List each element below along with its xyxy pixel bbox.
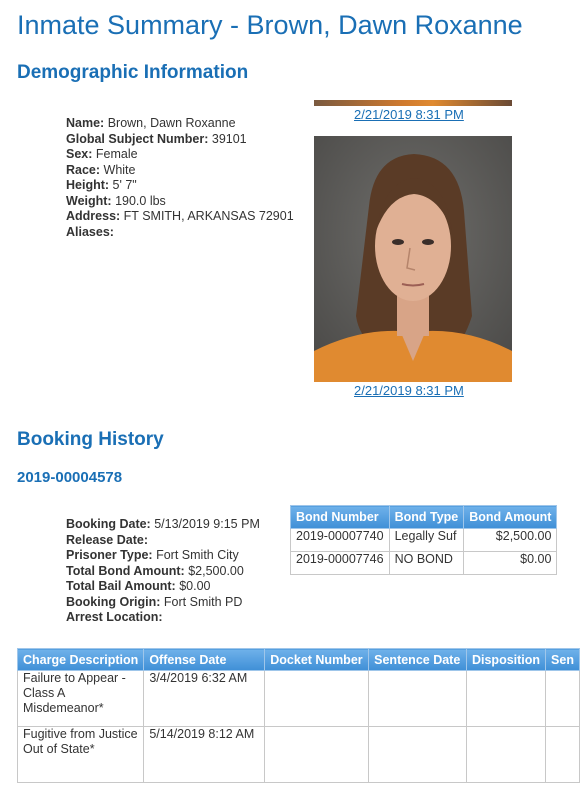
bond-number-cell: 2019-00007740 xyxy=(291,529,390,552)
bond-header-row xyxy=(291,506,557,529)
bond-number-cell: 2019-00007746 xyxy=(291,552,390,575)
sentence-cell xyxy=(546,727,580,783)
offense-date-header[interactable]: Offense Date xyxy=(144,649,265,671)
field-address: Address: FT SMITH, ARKANSAS 72901 xyxy=(66,209,294,223)
bond-number-header[interactable]: Bond Number xyxy=(291,506,390,529)
bond-amount-header[interactable]: Bond Amount xyxy=(464,506,557,529)
booking-history-heading: Booking History xyxy=(17,429,164,450)
disposition-cell xyxy=(466,727,545,783)
docket-number-cell xyxy=(265,727,369,783)
field-global-subject-number: Global Subject Number: 39101 xyxy=(66,131,247,146)
field-prisoner-type: Prisoner Type: Fort Smith City xyxy=(66,548,239,562)
table-row xyxy=(18,671,580,727)
bond-type-cell: NO BOND xyxy=(389,552,464,575)
photo-link-1[interactable]: 2/21/2019 8:31 PM xyxy=(354,107,464,122)
bond-amount-cell: $0.00 xyxy=(464,552,557,575)
charge-description-header[interactable]: Charge Description xyxy=(18,649,144,671)
photo-link-2[interactable]: 2/21/2019 8:31 PM xyxy=(354,383,464,398)
bond-type-cell: Legally Suf xyxy=(389,529,464,552)
table-row xyxy=(291,529,557,552)
offense-date-cell: 5/14/2019 8:12 AM xyxy=(144,727,265,783)
charge-description-cell: Fugitive from Justice Out of State* xyxy=(18,727,144,783)
charge-header-row xyxy=(18,649,580,671)
booking-fields xyxy=(66,517,260,626)
field-name: Name: Brown, Dawn Roxanne xyxy=(66,116,236,130)
mugshot-thumbnail-1[interactable] xyxy=(314,100,512,106)
charge-description-cell: Failure to Appear - Class A Misdemeanor* xyxy=(18,671,144,727)
field-total-bail-amount: Total Bail Amount: $0.00 xyxy=(66,579,211,593)
bond-type-header[interactable]: Bond Type xyxy=(389,506,464,529)
charge-table xyxy=(17,648,580,783)
field-total-bond-amount: Total Bond Amount: $2,500.00 xyxy=(66,563,244,578)
bond-amount-cell: $2,500.00 xyxy=(464,529,557,552)
bond-table xyxy=(290,505,557,575)
docket-number-cell xyxy=(265,671,369,727)
sentence-date-cell xyxy=(369,671,467,727)
offense-date-cell: 3/4/2019 6:32 AM xyxy=(144,671,265,727)
table-row xyxy=(18,727,580,783)
field-sex: Sex: Female xyxy=(66,147,138,161)
mugshot-photo[interactable] xyxy=(314,136,512,382)
field-height: Height: 5' 7" xyxy=(66,178,137,192)
field-booking-origin: Booking Origin: Fort Smith PD xyxy=(66,594,243,609)
field-aliases: Aliases: xyxy=(66,224,114,239)
booking-number: 2019-00004578 xyxy=(17,469,123,486)
sentence-header[interactable]: Sen xyxy=(546,649,580,671)
field-booking-date: Booking Date: 5/13/2019 9:15 PM xyxy=(66,517,260,531)
sentence-cell xyxy=(546,671,580,727)
page-title: Inmate Summary - Brown, Dawn Roxanne xyxy=(17,10,523,40)
disposition-header[interactable]: Disposition xyxy=(466,649,545,671)
table-row xyxy=(291,552,557,575)
docket-number-header[interactable]: Docket Number xyxy=(265,649,369,671)
demographic-fields xyxy=(66,116,294,240)
field-weight: Weight: 190.0 lbs xyxy=(66,193,166,208)
field-release-date: Release Date: xyxy=(66,532,148,547)
sentence-date-header[interactable]: Sentence Date xyxy=(369,649,467,671)
disposition-cell xyxy=(466,671,545,727)
field-arrest-location: Arrest Location: xyxy=(66,610,163,624)
sentence-date-cell xyxy=(369,727,467,783)
field-race: Race: White xyxy=(66,162,136,177)
demographics-heading: Demographic Information xyxy=(17,62,249,83)
